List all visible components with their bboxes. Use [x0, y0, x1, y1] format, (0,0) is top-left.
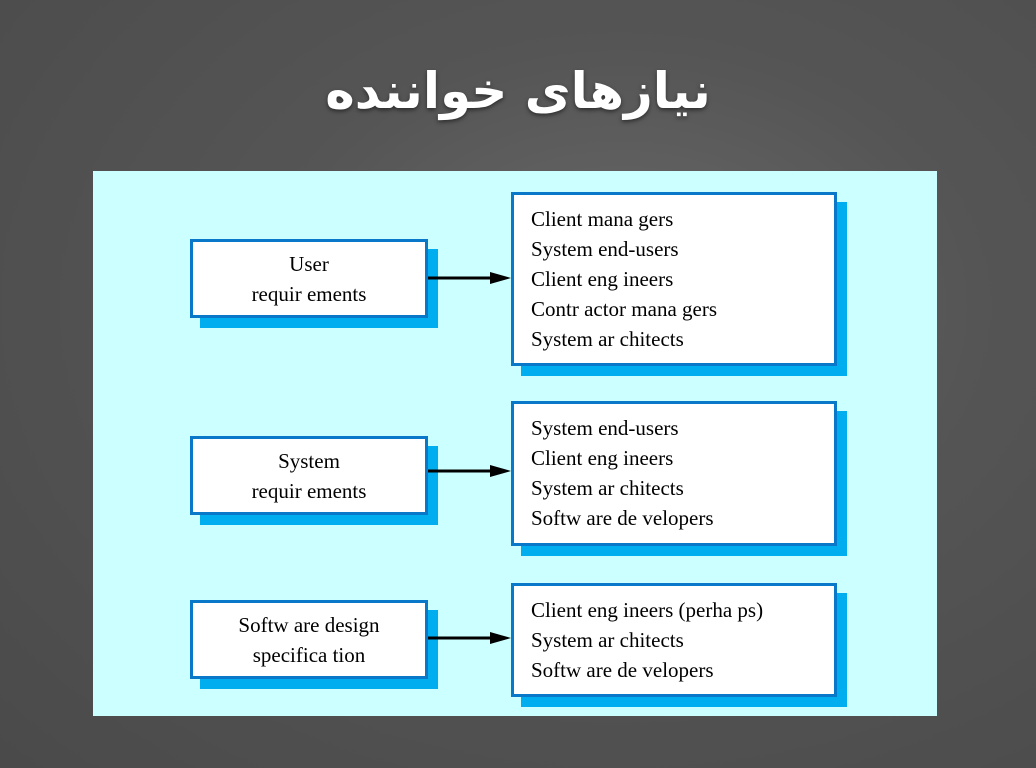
reader-item: Client eng ineers	[531, 267, 674, 291]
source-label: requir ements	[251, 479, 367, 503]
reader-item: Softw are de velopers	[531, 506, 714, 530]
source-box-user-requirements	[190, 239, 428, 318]
source-label: requir ements	[251, 282, 367, 306]
source-label: specifica tion	[252, 643, 366, 667]
reader-item: Softw are de velopers	[531, 658, 714, 682]
reader-item: Client eng ineers (perha ps)	[531, 598, 764, 622]
arrow-icon	[428, 464, 511, 478]
readers-box-system-requirements	[511, 401, 837, 546]
reader-item: System ar chitects	[531, 476, 684, 500]
diagram-panel	[93, 171, 937, 716]
readers-box-software-design-specification	[511, 583, 837, 697]
reader-item: System end-users	[531, 416, 679, 440]
arrow-icon	[428, 631, 511, 645]
reader-item: System ar chitects	[531, 628, 684, 652]
source-label: User	[289, 252, 329, 276]
arrow-icon	[428, 271, 511, 285]
source-box-system-requirements	[190, 436, 428, 515]
source-label: System	[278, 449, 340, 473]
reader-item: System ar chitects	[531, 327, 684, 351]
reader-item: Contr actor mana gers	[531, 297, 718, 321]
reader-item: System end-users	[531, 237, 679, 261]
slide-title: نیازهای خواننده	[325, 62, 711, 120]
source-box-software-design-specification	[190, 600, 428, 679]
reader-item: Client mana gers	[531, 207, 674, 231]
source-label: Softw are design	[238, 613, 380, 637]
readers-box-user-requirements	[511, 192, 837, 366]
reader-item: Client eng ineers	[531, 446, 674, 470]
